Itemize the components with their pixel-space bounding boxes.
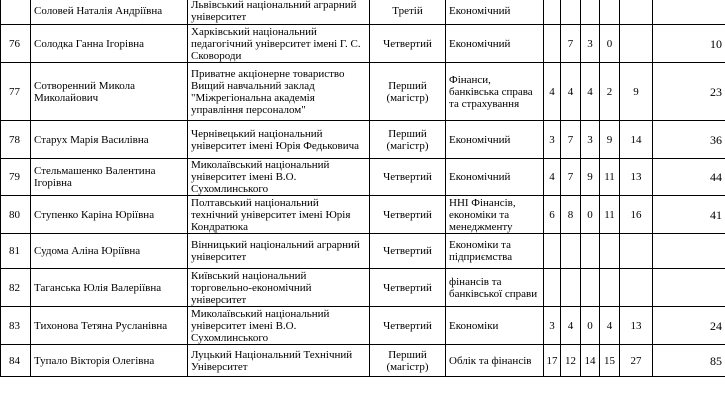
score-1: 6 xyxy=(544,196,561,234)
table-row xyxy=(1,159,725,196)
score-2: 4 xyxy=(561,307,581,345)
course-year: Перший (магістр) xyxy=(370,121,446,159)
score-4 xyxy=(600,0,620,25)
table-row xyxy=(1,269,725,307)
score-2 xyxy=(561,0,581,25)
faculty-name: Економіки та підприємства xyxy=(446,234,544,269)
student-name: Тихонова Тетяна Русланівна xyxy=(31,307,188,345)
row-number: 81 xyxy=(1,234,31,269)
score-3: 0 xyxy=(581,307,600,345)
score-2: 7 xyxy=(561,121,581,159)
total-score xyxy=(653,269,725,307)
score-5 xyxy=(620,234,653,269)
score-3 xyxy=(581,0,600,25)
university-name: Луцький Національний Технічний Університет xyxy=(188,345,370,377)
student-name: Солодка Ганна Ігорівна xyxy=(31,25,188,63)
faculty-name: Економіки xyxy=(446,307,544,345)
faculty-name: Економічний xyxy=(446,0,544,25)
course-year: Четвертий xyxy=(370,307,446,345)
faculty-name: фінансів та банківської справи xyxy=(446,269,544,307)
course-year: Четвертий xyxy=(370,25,446,63)
score-1 xyxy=(544,0,561,25)
student-name: Стельмашенко Валентина Ігорівна xyxy=(31,159,188,196)
score-1 xyxy=(544,269,561,307)
row-number: 76 xyxy=(1,25,31,63)
total-score xyxy=(653,234,725,269)
course-year: Четвертий xyxy=(370,269,446,307)
score-5: 13 xyxy=(620,307,653,345)
student-name: Ступенко Каріна Юріївна xyxy=(31,196,188,234)
total-score xyxy=(653,0,725,25)
score-4: 11 xyxy=(600,159,620,196)
table-row xyxy=(1,345,725,377)
faculty-name: Економічний xyxy=(446,121,544,159)
faculty-name: ННІ Фінансів, економіки та менеджменту xyxy=(446,196,544,234)
course-year: Перший (магістр) xyxy=(370,63,446,121)
score-1: 3 xyxy=(544,307,561,345)
course-year: Перший (магістр) xyxy=(370,345,446,377)
row-number: 78 xyxy=(1,121,31,159)
course-year: Четвертий xyxy=(370,196,446,234)
row-number: 82 xyxy=(1,269,31,307)
student-name: Сотворенний Микола Миколайович xyxy=(31,63,188,121)
score-1 xyxy=(544,234,561,269)
course-year: Четвертий xyxy=(370,159,446,196)
faculty-name: Економічний xyxy=(446,159,544,196)
student-name: Старух Марія Василівна xyxy=(31,121,188,159)
score-3: 4 xyxy=(581,63,600,121)
score-1: 17 xyxy=(544,345,561,377)
score-5: 13 xyxy=(620,159,653,196)
score-2 xyxy=(561,269,581,307)
score-3 xyxy=(581,234,600,269)
row-number: 84 xyxy=(1,345,31,377)
total-score: 44 xyxy=(653,159,725,196)
score-2: 4 xyxy=(561,63,581,121)
score-4: 0 xyxy=(600,25,620,63)
total-score: 23 xyxy=(653,63,725,121)
university-name: Львівський національний аграрний університет xyxy=(188,0,370,25)
score-2: 7 xyxy=(561,25,581,63)
table-row xyxy=(1,121,725,159)
row-number: 83 xyxy=(1,307,31,345)
faculty-name: Економічний xyxy=(446,25,544,63)
score-2: 12 xyxy=(561,345,581,377)
university-name: Харківський національний педагогічний університет імені Г. С. Сковороди xyxy=(188,25,370,63)
university-name: Вінницький національний аграрний університет xyxy=(188,234,370,269)
score-1: 4 xyxy=(544,63,561,121)
score-3: 14 xyxy=(581,345,600,377)
score-1: 3 xyxy=(544,121,561,159)
course-year: Третій xyxy=(370,0,446,25)
student-name: Судома Аліна Юріївна xyxy=(31,234,188,269)
total-score: 24 xyxy=(653,307,725,345)
table-row xyxy=(1,0,725,25)
university-name: Миколаївський національний університет імені В.О. Сухомлинського xyxy=(188,159,370,196)
total-score: 41 xyxy=(653,196,725,234)
score-3: 3 xyxy=(581,121,600,159)
university-name: Київський національний торговельно-економічний університет xyxy=(188,269,370,307)
score-2 xyxy=(561,234,581,269)
table-body xyxy=(1,0,725,377)
total-score: 10 xyxy=(653,25,725,63)
university-name: Чернівецький національний університет імені Юрія Федьковича xyxy=(188,121,370,159)
row-number: 77 xyxy=(1,63,31,121)
score-3 xyxy=(581,269,600,307)
score-1: 4 xyxy=(544,159,561,196)
score-5: 14 xyxy=(620,121,653,159)
table-row xyxy=(1,63,725,121)
total-score: 36 xyxy=(653,121,725,159)
score-5 xyxy=(620,25,653,63)
score-4: 15 xyxy=(600,345,620,377)
course-year: Четвертий xyxy=(370,234,446,269)
score-4 xyxy=(600,234,620,269)
faculty-name: Облік та фінансів xyxy=(446,345,544,377)
score-4: 9 xyxy=(600,121,620,159)
university-name: Полтавський національний технічний університет імені Юрія Кондратюка xyxy=(188,196,370,234)
score-5: 27 xyxy=(620,345,653,377)
score-2: 7 xyxy=(561,159,581,196)
score-3: 3 xyxy=(581,25,600,63)
score-2: 8 xyxy=(561,196,581,234)
score-5 xyxy=(620,269,653,307)
table-row xyxy=(1,25,725,63)
university-name: Приватне акціонерне товариство Вищий навчальний заклад "Міжрегіональна академія управління персоналом" xyxy=(188,63,370,121)
score-3: 0 xyxy=(581,196,600,234)
row-number: 80 xyxy=(1,196,31,234)
row-number: 79 xyxy=(1,159,31,196)
score-4 xyxy=(600,269,620,307)
table-row xyxy=(1,234,725,269)
student-name: Тупало Вікторія Олегівна xyxy=(31,345,188,377)
student-name: Таганська Юлія Валеріївна xyxy=(31,269,188,307)
score-5: 16 xyxy=(620,196,653,234)
score-5 xyxy=(620,0,653,25)
score-4: 2 xyxy=(600,63,620,121)
score-3: 9 xyxy=(581,159,600,196)
student-name: Соловей Наталія Андріївна xyxy=(31,0,188,25)
total-score: 85 xyxy=(653,345,725,377)
table-row xyxy=(1,196,725,234)
row-number xyxy=(1,0,31,25)
score-5: 9 xyxy=(620,63,653,121)
score-4: 11 xyxy=(600,196,620,234)
table-row xyxy=(1,307,725,345)
score-4: 4 xyxy=(600,307,620,345)
score-1 xyxy=(544,25,561,63)
faculty-name: Фінанси, банківська справа та страхування xyxy=(446,63,544,121)
university-name: Миколаївський національний університет імені В.О. Сухомлинського xyxy=(188,307,370,345)
